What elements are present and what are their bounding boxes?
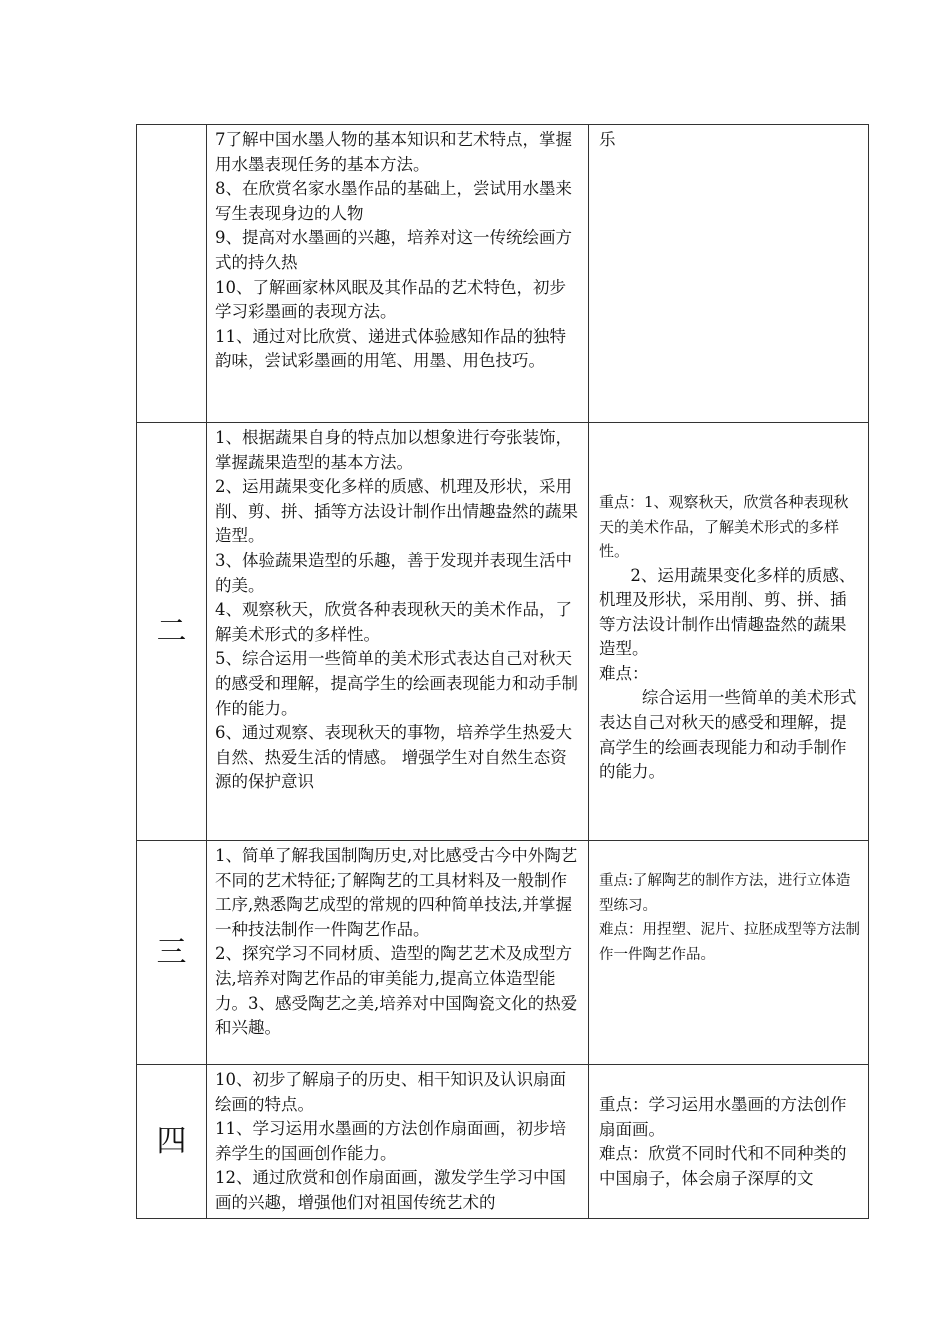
key-point-line: 乐: [599, 130, 616, 149]
key-point-line: 综合运用一些简单的美术形式表达自己对秋天的感受和理解，提高学生的绘画表现能力和动手制作的能力。: [599, 688, 857, 782]
objectives-cell: [207, 1065, 589, 1219]
key-points-cell: [589, 423, 869, 841]
objectives-cell: [207, 841, 589, 1065]
objective-line: 12、通过欣赏和创作扇面画，激发学生学习中国画的兴趣，增强他们对祖国传统艺术的: [215, 1168, 566, 1212]
key-point-line: 难点：欣赏不同时代和不同种类的中国扇子，体会扇子深厚的文: [599, 1144, 847, 1188]
key-point-line: 重点：学习运用水墨画的方法创作扇面画。: [599, 1095, 847, 1139]
key-point-line: 重点:了解陶艺的制作方法，进行立体造型练习。: [599, 873, 851, 914]
objective-line: 7了解中国水墨人物的基本知识和艺术特点，掌握用水墨表现任务的基本方法。: [215, 130, 572, 174]
objective-line: 10、初步了解扇子的历史、相干知识及认识扇面绘画的特点。: [215, 1070, 566, 1114]
objective-line: 1、根据蔬果自身的特点加以想象进行夸张装饰，掌握蔬果造型的基本方法。: [215, 428, 572, 472]
objectives-cell: [207, 423, 589, 841]
unit-number-cell: 四: [137, 1065, 207, 1219]
key-point-line: 难点：用捏塑、泥片、拉胚成型等方法制作一件陶艺作品。: [599, 922, 860, 963]
objective-line: 9、提高对水墨画的兴趣，培养对这一传统绘画方式的持久热: [215, 228, 572, 272]
key-point-line: 2、运用蔬果变化多样的质感、机理及形状，采用削、剪、拼、插等方法设计制作出情趣盎然的蔬果造型。: [599, 565, 856, 659]
objective-line: 11、通过对比欣赏、递进式体验感知作品的独特韵味，尝试彩墨画的用笔、用墨、用色技巧。: [215, 326, 566, 371]
objective-line: 6、通过观察、表现秋天的事物，培养学生热爱大自然、热爱生活的情感。 增强学生对自然生态资源的保护意识: [215, 723, 572, 792]
objective-line: 1、简单了解我国制陶历史,对比感受古今中外陶艺不同的艺术特征;了解陶艺的工具材料及一般制作工序,熟悉陶艺成型的常规的四种简单技法,并掌握一种技法制作一件陶艺作品。: [215, 846, 578, 939]
objective-line: 2、运用蔬果变化多样的质感、机理及形状，采用削、剪、拼、插等方法设计制作出情趣盎然的蔬果造型。: [215, 477, 578, 546]
unit-number-cell: 三: [137, 841, 207, 1065]
key-points-cell: [589, 841, 869, 1065]
unit-number-cell: 二: [137, 423, 207, 841]
objective-line: 4、观察秋天，欣赏各种表现秋天的美术作品，了解美术形式的多样性。: [215, 600, 572, 644]
objective-line: 10、了解画家林风眠及其作品的艺术特色，初步学习彩墨画的表现方法。: [215, 277, 566, 322]
table-row: [137, 1065, 869, 1219]
key-points-cell: [589, 1065, 869, 1219]
key-points-cell: [589, 125, 869, 423]
objective-line: 5、综合运用一些简单的美术形式表达自己对秋天的感受和理解，提高学生的绘画表现能力和动手制作的能力。: [215, 649, 578, 718]
key-point-line: 难点：: [599, 663, 649, 683]
unit-plan-table: [136, 124, 869, 1219]
objective-line: 2、探究学习不同材质、造型的陶艺艺术及成型方法,培养对陶艺作品的审美能力,提高立体造型能力。3、感受陶艺之美,培养对中国陶瓷文化的热爱和兴趣。: [215, 944, 578, 1038]
objective-line: 8、在欣赏名家水墨作品的基础上，尝试用水墨来写生表现身边的人物: [215, 179, 572, 223]
objective-line: 3、体验蔬果造型的乐趣，善于发现并表现生活中的美。: [215, 550, 572, 595]
key-point-line: 重点：1、观察秋天，欣赏各种表现秋天的美术作品，了解美术形式的多样性。: [599, 493, 849, 560]
objectives-cell: [207, 125, 589, 423]
objective-line: 11、学习运用水墨画的方法创作扇面画，初步培养学生的国画创作能力。: [215, 1119, 566, 1163]
unit-number-cell: [137, 125, 207, 423]
table-row: [137, 423, 869, 841]
table-row: [137, 125, 869, 423]
table-row: [137, 841, 869, 1065]
